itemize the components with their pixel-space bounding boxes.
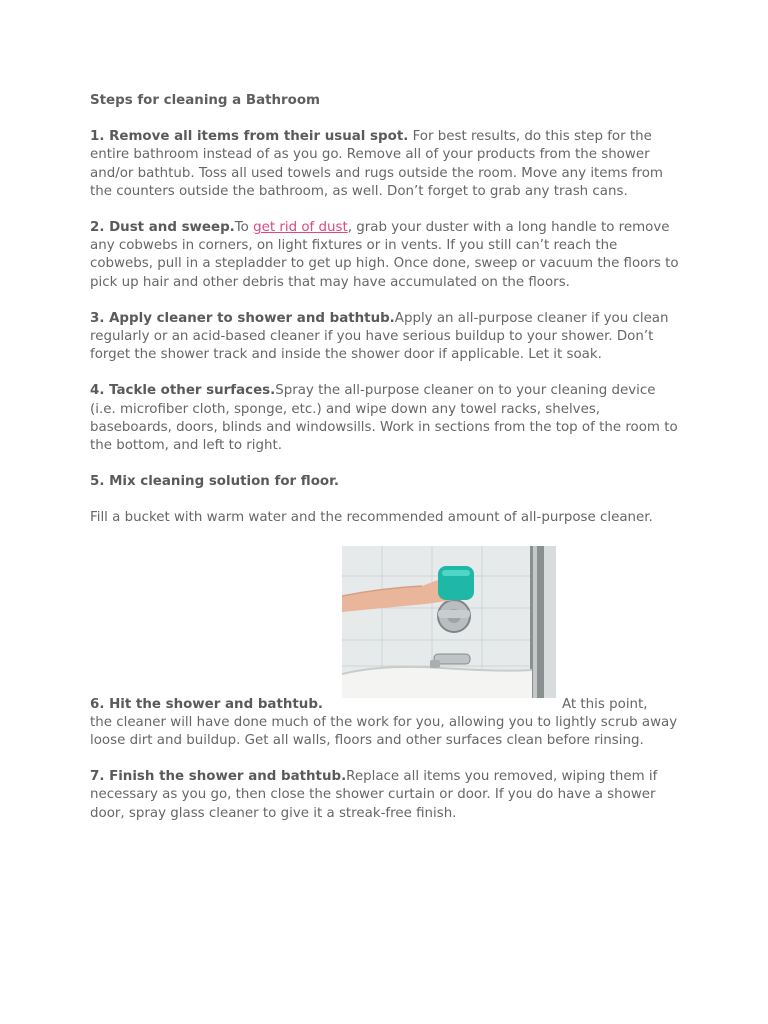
step-7-text: Replace all items you removed, wiping them if necessary as you go, then close the shower curtain or door. If you do have a shower door, spray glass cleaner to give it a streak-free finish. [90, 769, 658, 821]
step-6-text: the cleaner will have done much of the work for you, allowing you to lightly scrub away loose dirt and buildup. Get all walls, floors and other surfaces clean before rinsing. [90, 714, 678, 749]
step-2-text-before: To [234, 220, 254, 236]
step-7 [90, 768, 680, 823]
step-2-text-after: , grab your duster with a long handle to remove any cobwebs in corners, on light fixtures or in vents. If you still can’t reach the cobwebs, pull in a stepladder to get up high. Once done, sweep or vacuum the floors to pick up hair and other debris that may have accumulated on the floors. [90, 220, 679, 290]
step-7-heading: 7. Finish the shower and bathtub. [90, 769, 347, 785]
get-rid-of-dust-link[interactable]: get rid of dust [253, 220, 348, 236]
step-2 [90, 219, 680, 292]
step-6 [90, 696, 680, 751]
step-2-heading: 2. Dust and sweep. [90, 220, 235, 236]
step-4 [90, 382, 680, 455]
photo-row [90, 546, 680, 696]
step-5-text: Fill a bucket with warm water and the recommended amount of all-purpose cleaner. [90, 510, 653, 526]
step-5-body [90, 509, 680, 527]
bathroom-cleaning-illustration [342, 546, 556, 698]
page-title: Steps for cleaning a Bathroom [90, 93, 321, 108]
step-4-heading: 4. Tackle other surfaces. [90, 383, 276, 399]
step-3-text: Apply an all-purpose cleaner if you clean regularly or an acid-based cleaner if you have serious buildup to your shower. Don’t forget the shower track and inside the shower door if applicable. Let it soak. [90, 310, 669, 363]
step-1 [90, 128, 680, 201]
step-1-text: For best results, do this step for the entire bathroom instead of as you go. Remove all of your products from the shower and/or bathtub. Toss all used towels and rugs outside the room. Move any items from the counters outside the bathroom, as well. Don’t forget to grab any trash cans. [90, 129, 663, 199]
step-5 [90, 473, 680, 491]
step-3 [90, 310, 680, 365]
bathroom-cleaning-photo [342, 546, 556, 698]
step-6-inline-text: At this point, [562, 696, 648, 712]
step-3-heading: 3. Apply cleaner to shower and bathtub. [90, 310, 395, 326]
step-6-heading: 6. Hit the shower and bathtub. [90, 696, 324, 712]
step-5-heading: 5. Mix cleaning solution for floor. [90, 474, 339, 490]
step-1-heading: 1. Remove all items from their usual spot. [90, 129, 409, 145]
step-4-text: Spray the all-purpose cleaner on to your cleaning device (i.e. microfiber cloth, sponge, etc.) and wipe down any towel racks, shelves, baseboards, doors, blinds and windowsills. Work in sections from the top of the room to the bottom, and left to right. [90, 383, 678, 454]
document-body [90, 92, 680, 841]
